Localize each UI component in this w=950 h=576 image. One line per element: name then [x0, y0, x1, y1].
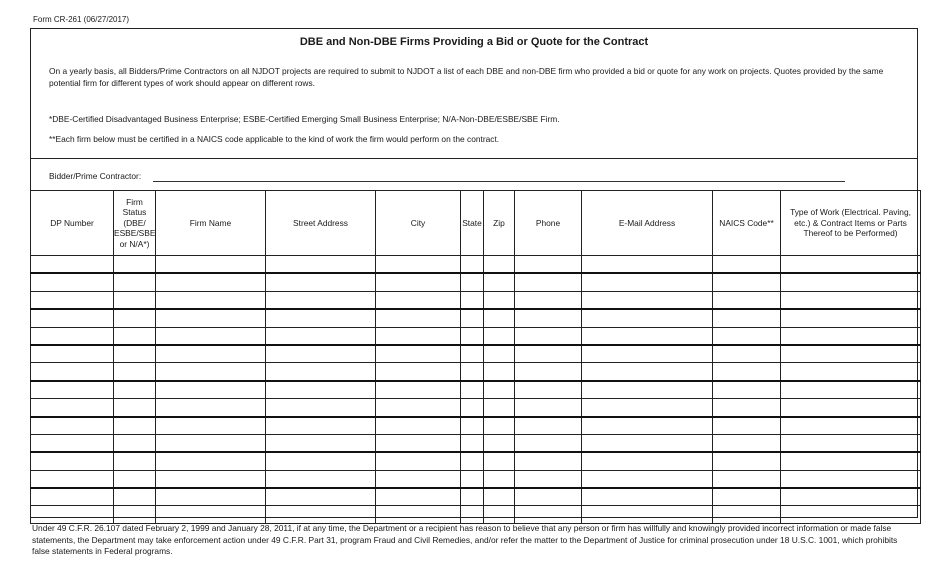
- table-cell[interactable]: [156, 327, 266, 345]
- table-cell[interactable]: [31, 452, 114, 470]
- table-cell[interactable]: [484, 434, 515, 452]
- table-row: [31, 434, 921, 452]
- table-cell[interactable]: [781, 363, 921, 381]
- table-cell[interactable]: [713, 309, 781, 327]
- table-cell[interactable]: [461, 345, 484, 363]
- table-row: [31, 345, 921, 363]
- table-cell[interactable]: [582, 417, 713, 435]
- table-cell[interactable]: [484, 273, 515, 291]
- table-cell[interactable]: [781, 434, 921, 452]
- table-cell[interactable]: [114, 363, 156, 381]
- col-zip: Zip: [484, 191, 515, 256]
- table-cell[interactable]: [781, 273, 921, 291]
- table-cell[interactable]: [515, 273, 582, 291]
- table-cell[interactable]: [582, 381, 713, 399]
- table-cell[interactable]: [266, 291, 376, 309]
- table-cell[interactable]: [781, 291, 921, 309]
- table-cell[interactable]: [713, 381, 781, 399]
- table-cell[interactable]: [484, 309, 515, 327]
- table-cell[interactable]: [582, 363, 713, 381]
- table-cell[interactable]: [515, 488, 582, 506]
- table-cell[interactable]: [582, 506, 713, 523]
- table-cell[interactable]: [515, 452, 582, 470]
- table-cell[interactable]: [114, 417, 156, 435]
- table-cell[interactable]: [461, 327, 484, 345]
- table-cell[interactable]: [484, 399, 515, 417]
- table-cell[interactable]: [781, 488, 921, 506]
- col-firm-name: Firm Name: [156, 191, 266, 256]
- table-cell[interactable]: [515, 399, 582, 417]
- table-cell[interactable]: [461, 434, 484, 452]
- table-cell[interactable]: [582, 488, 713, 506]
- table-cell[interactable]: [515, 381, 582, 399]
- table-cell[interactable]: [781, 256, 921, 274]
- form-id: Form CR-261 (06/27/2017): [33, 15, 130, 24]
- table-cell[interactable]: [461, 363, 484, 381]
- table-cell[interactable]: [582, 452, 713, 470]
- section-divider: [31, 158, 917, 159]
- table-cell[interactable]: [582, 470, 713, 488]
- table-cell[interactable]: [156, 452, 266, 470]
- table-cell[interactable]: [515, 327, 582, 345]
- table-cell[interactable]: [781, 506, 921, 523]
- table-cell[interactable]: [156, 470, 266, 488]
- table-cell[interactable]: [376, 452, 461, 470]
- table-cell[interactable]: [114, 434, 156, 452]
- table-cell[interactable]: [376, 256, 461, 274]
- col-dp-number: DP Number: [31, 191, 114, 256]
- table-cell[interactable]: [582, 434, 713, 452]
- table-cell[interactable]: [376, 345, 461, 363]
- table-cell[interactable]: [781, 452, 921, 470]
- table-cell[interactable]: [114, 273, 156, 291]
- table-row: [31, 417, 921, 435]
- table-cell[interactable]: [781, 381, 921, 399]
- col-phone: Phone: [515, 191, 582, 256]
- table-cell[interactable]: [461, 452, 484, 470]
- table-cell[interactable]: [31, 417, 114, 435]
- table-cell[interactable]: [376, 470, 461, 488]
- table-cell[interactable]: [376, 363, 461, 381]
- table-cell[interactable]: [484, 345, 515, 363]
- table-row: [31, 470, 921, 488]
- table-row: [31, 363, 921, 381]
- intro-paragraph: On a yearly basis, all Bidders/Prime Contractors on all NJDOT projects are required to submit to NJDOT a list of each DBE and non-DBE firm who provided a bid or quote for any work on projects. Quotes provided by the same potential firm for different types of work should appear on different rows.: [49, 66, 884, 88]
- table-cell[interactable]: [713, 399, 781, 417]
- table-cell[interactable]: [461, 256, 484, 274]
- table-row: [31, 309, 921, 327]
- table-cell[interactable]: [781, 470, 921, 488]
- table-cell[interactable]: [266, 506, 376, 523]
- table-row: [31, 506, 921, 523]
- table-cell[interactable]: [31, 309, 114, 327]
- table-cell[interactable]: [114, 345, 156, 363]
- table-cell[interactable]: [266, 470, 376, 488]
- table-cell[interactable]: [515, 506, 582, 523]
- table-cell[interactable]: [114, 452, 156, 470]
- table-cell[interactable]: [156, 273, 266, 291]
- table-row: [31, 452, 921, 470]
- table-cell[interactable]: [713, 506, 781, 523]
- table-cell[interactable]: [114, 291, 156, 309]
- table-cell[interactable]: [484, 488, 515, 506]
- table-cell[interactable]: [376, 434, 461, 452]
- table-cell[interactable]: [713, 488, 781, 506]
- table-cell[interactable]: [114, 309, 156, 327]
- table-cell[interactable]: [484, 256, 515, 274]
- table-cell[interactable]: [484, 327, 515, 345]
- table-row: [31, 273, 921, 291]
- table-cell[interactable]: [484, 363, 515, 381]
- table-cell[interactable]: [156, 488, 266, 506]
- table-cell[interactable]: [156, 363, 266, 381]
- table-cell[interactable]: [114, 399, 156, 417]
- table-cell[interactable]: [376, 381, 461, 399]
- table-cell[interactable]: [713, 470, 781, 488]
- table-cell[interactable]: [31, 470, 114, 488]
- table-cell[interactable]: [582, 256, 713, 274]
- table-cell[interactable]: [781, 309, 921, 327]
- table-cell[interactable]: [266, 381, 376, 399]
- table-cell[interactable]: [713, 273, 781, 291]
- table-cell[interactable]: [713, 363, 781, 381]
- table-cell[interactable]: [713, 345, 781, 363]
- table-cell[interactable]: [713, 434, 781, 452]
- table-row: [31, 291, 921, 309]
- col-type-of-work: Type of Work (Electrical. Paving, etc.) & Contract Items or Parts Thereof to be Performed): [781, 191, 921, 256]
- table-cell[interactable]: [156, 506, 266, 523]
- table-cell[interactable]: [156, 434, 266, 452]
- table-cell[interactable]: [461, 506, 484, 523]
- table-cell[interactable]: [31, 434, 114, 452]
- table-cell[interactable]: [515, 309, 582, 327]
- table-cell[interactable]: [484, 470, 515, 488]
- table-cell[interactable]: [376, 291, 461, 309]
- table-cell[interactable]: [582, 309, 713, 327]
- table-cell[interactable]: [484, 452, 515, 470]
- table-cell[interactable]: [484, 381, 515, 399]
- table-cell[interactable]: [582, 345, 713, 363]
- table-cell[interactable]: [376, 309, 461, 327]
- table-cell[interactable]: [376, 417, 461, 435]
- table-cell[interactable]: [266, 345, 376, 363]
- legal-footer: Under 49 C.F.R. 26.107 dated February 2, 1999 and January 28, 2011, if at any time, the Department or a recipient has reason to believe that any person or firm has willfully and knowingly provided incorrect information or made false statements, the Department may take enforcement action under 49 C.F.R. Part 31, program Fraud and Civil Remedies, and/or refer the matter to the Department of Justice for criminal prosecution under 18 U.S.C. 1001, which prohibits false statements in Federal programs.: [32, 523, 898, 556]
- bidder-label: Bidder/Prime Contractor:: [49, 171, 142, 181]
- table-cell[interactable]: [156, 291, 266, 309]
- table-cell[interactable]: [114, 506, 156, 523]
- table-cell[interactable]: [515, 363, 582, 381]
- col-naics-code: NAICS Code**: [713, 191, 781, 256]
- table-cell[interactable]: [31, 345, 114, 363]
- table-cell[interactable]: [376, 488, 461, 506]
- table-cell[interactable]: [461, 291, 484, 309]
- table-cell[interactable]: [114, 327, 156, 345]
- table-cell[interactable]: [582, 273, 713, 291]
- table-cell[interactable]: [266, 273, 376, 291]
- table-cell[interactable]: [114, 488, 156, 506]
- table-cell[interactable]: [461, 488, 484, 506]
- table-cell[interactable]: [713, 256, 781, 274]
- table-cell[interactable]: [114, 381, 156, 399]
- col-firm-status: Firm Status (DBE/ ESBE/SBE or N/A*): [114, 191, 156, 256]
- table-cell[interactable]: [31, 506, 114, 523]
- table-cell[interactable]: [31, 363, 114, 381]
- table-cell[interactable]: [266, 399, 376, 417]
- table-cell[interactable]: [156, 309, 266, 327]
- table-header-row: [31, 191, 921, 256]
- table-cell[interactable]: [376, 327, 461, 345]
- table-cell[interactable]: [515, 434, 582, 452]
- table-cell[interactable]: [461, 399, 484, 417]
- table-cell[interactable]: [713, 452, 781, 470]
- table-cell[interactable]: [114, 256, 156, 274]
- table-cell[interactable]: [713, 327, 781, 345]
- table-row: [31, 381, 921, 399]
- col-city: City: [376, 191, 461, 256]
- table-cell[interactable]: [781, 417, 921, 435]
- table-cell[interactable]: [31, 488, 114, 506]
- table-cell[interactable]: [31, 291, 114, 309]
- col-street-address: Street Address: [266, 191, 376, 256]
- firms-table: [30, 190, 921, 524]
- table-cell[interactable]: [582, 399, 713, 417]
- table-cell[interactable]: [31, 273, 114, 291]
- table-cell[interactable]: [515, 417, 582, 435]
- bidder-input-line[interactable]: [153, 181, 845, 182]
- table-cell[interactable]: [376, 399, 461, 417]
- table-cell[interactable]: [114, 470, 156, 488]
- table-cell[interactable]: [515, 256, 582, 274]
- table-cell[interactable]: [266, 488, 376, 506]
- table-cell[interactable]: [781, 327, 921, 345]
- table-cell[interactable]: [461, 470, 484, 488]
- table-cell[interactable]: [266, 309, 376, 327]
- table-cell[interactable]: [376, 506, 461, 523]
- firm-status-note: *DBE-Certified Disadvantaged Business Enterprise; ESBE-Certified Emerging Small Business Enterprise; N/A-Non-DBE/ESBE/SBE Firm.: [49, 114, 560, 124]
- table-row: [31, 399, 921, 417]
- table-cell[interactable]: [31, 327, 114, 345]
- table-cell[interactable]: [156, 399, 266, 417]
- table-cell[interactable]: [781, 345, 921, 363]
- table-cell[interactable]: [484, 506, 515, 523]
- table-cell[interactable]: [461, 417, 484, 435]
- col-state: State: [461, 191, 484, 256]
- table-row: [31, 488, 921, 506]
- table-cell[interactable]: [781, 399, 921, 417]
- table-cell[interactable]: [156, 417, 266, 435]
- table-cell[interactable]: [31, 256, 114, 274]
- table-cell[interactable]: [484, 417, 515, 435]
- table-cell[interactable]: [582, 291, 713, 309]
- table-cell[interactable]: [266, 256, 376, 274]
- table-cell[interactable]: [156, 256, 266, 274]
- table-cell[interactable]: [713, 291, 781, 309]
- table-cell[interactable]: [156, 381, 266, 399]
- table-cell[interactable]: [515, 470, 582, 488]
- table-cell[interactable]: [582, 327, 713, 345]
- form-title: DBE and Non-DBE Firms Providing a Bid or Quote for the Contract: [299, 36, 649, 48]
- table-cell[interactable]: [266, 327, 376, 345]
- table-cell[interactable]: [266, 452, 376, 470]
- table-cell[interactable]: [484, 291, 515, 309]
- table-cell[interactable]: [266, 417, 376, 435]
- table-cell[interactable]: [461, 381, 484, 399]
- table-cell[interactable]: [266, 363, 376, 381]
- table-cell[interactable]: [461, 309, 484, 327]
- naics-note: **Each firm below must be certified in a NAICS code applicable to the kind of work the firm would perform on the contract.: [49, 134, 500, 144]
- table-row: [31, 256, 921, 274]
- table-cell[interactable]: [515, 345, 582, 363]
- form-frame: [30, 28, 918, 518]
- table-cell[interactable]: [156, 345, 266, 363]
- table-cell[interactable]: [31, 399, 114, 417]
- table-body: [31, 256, 921, 524]
- table-cell[interactable]: [376, 273, 461, 291]
- table-cell[interactable]: [31, 381, 114, 399]
- table-cell[interactable]: [266, 434, 376, 452]
- table-row: [31, 327, 921, 345]
- table-cell[interactable]: [713, 417, 781, 435]
- col-email: E-Mail Address: [582, 191, 713, 256]
- table-cell[interactable]: [461, 273, 484, 291]
- table-cell[interactable]: [515, 291, 582, 309]
